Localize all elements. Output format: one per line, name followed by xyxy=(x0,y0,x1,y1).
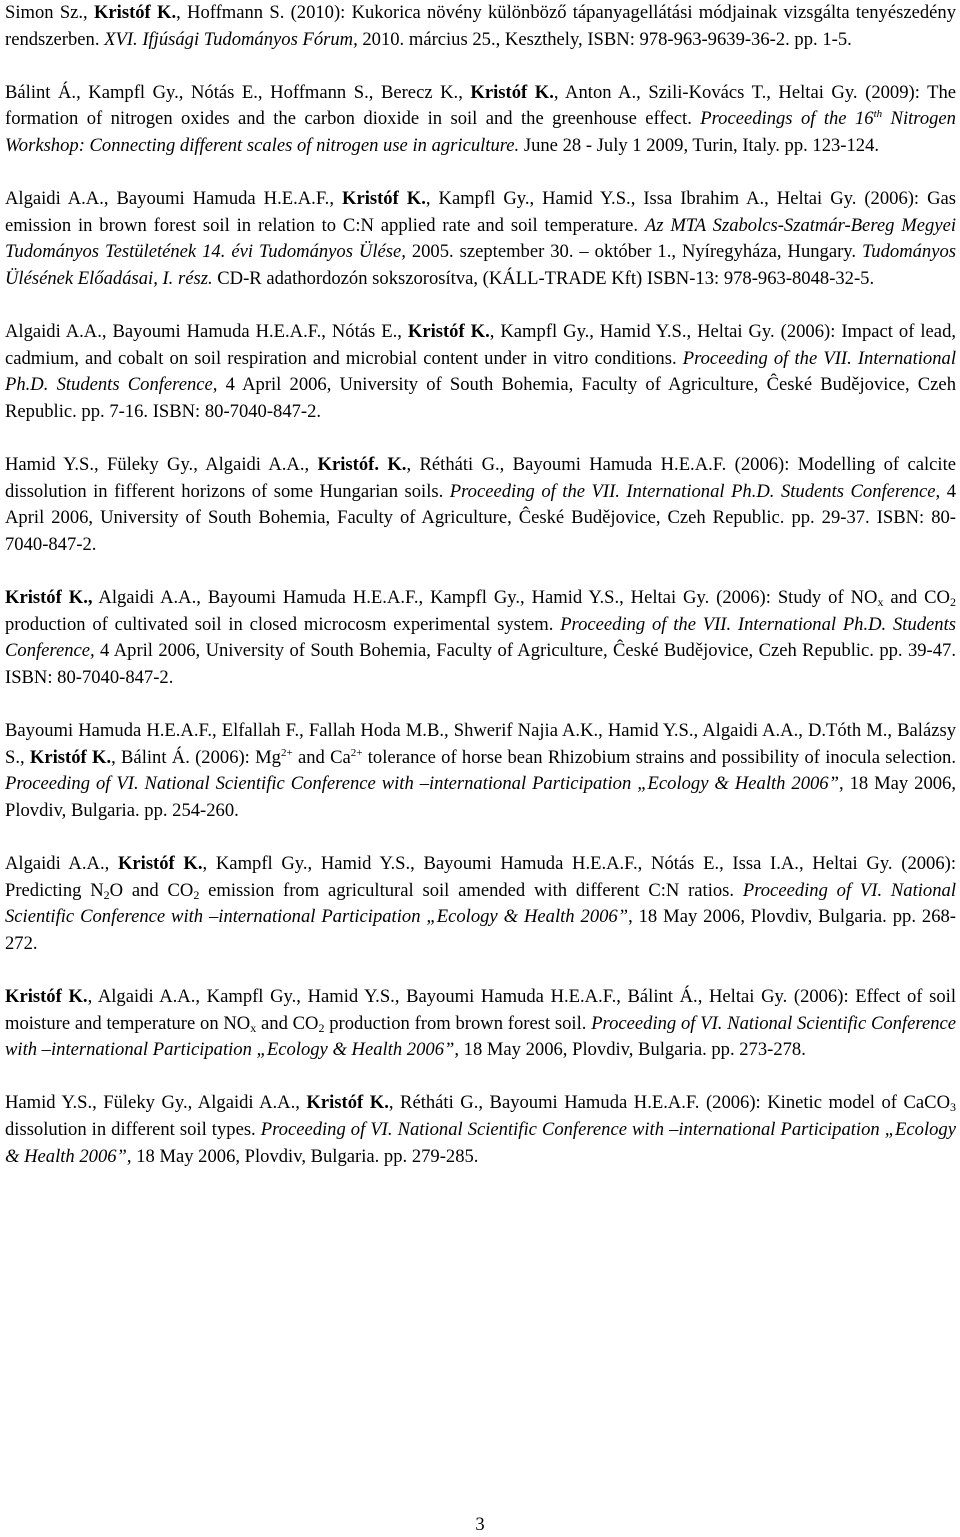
paragraph-gap xyxy=(5,1064,956,1091)
reference-list xyxy=(5,0,956,1170)
reference-entry xyxy=(5,80,956,160)
publication-title: XVI. Ifjúsági Tudományos Fórum, xyxy=(104,28,358,50)
reference-entry xyxy=(5,984,956,1064)
publication-title: Proceeding of the VII. International Ph.D. Students Conference, xyxy=(5,347,956,396)
reference-text: , Hoffmann S. (2010): Kukorica növény különböző tápanyagellátási módjainak vizsgálta tenyészedény rendszerben. xyxy=(5,2,956,50)
reference-text: Simon Sz., xyxy=(5,2,94,23)
subscript: 2 xyxy=(103,887,110,902)
publication-title: Nitrogen Workshop: Connecting different scales of nitrogen use in agriculture. xyxy=(5,108,956,156)
reference-text: , Kampfl Gy., Hamid Y.S., Heltai Gy. (2006): Impact of lead, cadmium, and cobalt on soil respiration and microbial content under in vitro conditions. xyxy=(5,321,957,369)
reference-text: Algaidi A.A., xyxy=(5,853,118,874)
reference-entry xyxy=(5,452,956,558)
reference-text: , Algaidi A.A., Kampfl Gy., Hamid Y.S., Bayoumi Hamuda H.E.A.F., Bálint Á., Heltai Gy. (2006): Effect of soil moisture and temperature on NO xyxy=(5,985,956,1034)
reference-text: production from brown forest soil. xyxy=(324,1012,592,1034)
reference-entry xyxy=(5,585,956,691)
publication-title: Proceeding of the VII. International Ph.D. Students Conference, xyxy=(5,613,956,662)
document-page xyxy=(5,0,956,1170)
superscript: 2+ xyxy=(350,746,363,759)
paragraph-gap xyxy=(5,293,956,320)
reference-text: Algaidi A.A., Bayoumi Hamuda H.E.A.F., xyxy=(5,188,342,210)
reference-text: 2010. március 25., Keszthely, ISBN: 978-963-9639-36-2. pp. 1-5. xyxy=(357,28,852,50)
paragraph-gap xyxy=(5,824,956,851)
reference-text: tolerance of horse bean Rhizobium strains and possibility of inocula selection. xyxy=(362,746,956,768)
paragraph-gap xyxy=(5,426,956,453)
author-highlight: Kristóf K. xyxy=(306,1092,389,1114)
reference-text: O and CO xyxy=(109,879,194,901)
author-highlight: Kristóf K. xyxy=(407,321,490,343)
publication-title: Az MTA Szabolcs-Szatmár-Bereg Megyei Tudományos Testületének 14. évi Tudományos Ülése, xyxy=(5,214,956,263)
subscript: 2 xyxy=(949,595,956,610)
subscript: 2 xyxy=(193,887,200,902)
subscript: 2 xyxy=(318,1020,325,1035)
publication-title: Proceeding of the VII. International Ph.D. Students Conference, xyxy=(449,480,941,502)
author-highlight: Kristóf K. xyxy=(470,81,554,103)
page-number: 3 xyxy=(475,1514,485,1535)
reference-text: June 28 - July 1 2009, Turin, Italy. pp. 123-124. xyxy=(519,134,880,156)
reference-text: CD-R adathordozón sokszorosítva, (KÁLL-TRADE Kft) ISBN-13: 978-963-8048-32-5. xyxy=(212,267,875,289)
reference-text: Hamid Y.S., Füleky Gy., Algaidi A.A., xyxy=(5,1092,307,1114)
reference-entry xyxy=(5,1090,956,1170)
reference-text: , 18 May 2006, Plovdiv, Bulgaria. pp. 279-285. xyxy=(126,1145,479,1167)
reference-text: Bayoumi Hamuda H.E.A.F., Elfallah F., Fallah Hoda M.B., Shwerif Najia A.K., Hamid Y.S., Algaidi A.A., D.Tóth M., Balázsy S., xyxy=(5,720,956,768)
reference-text: Algaidi A.A., Bayoumi Hamuda H.E.A.F., Nótás E., xyxy=(5,321,408,343)
author-highlight: Kristóf K. xyxy=(341,188,426,210)
paragraph-gap xyxy=(5,160,956,187)
reference-entry xyxy=(5,851,956,957)
reference-text: , Bálint Á. (2006): Mg xyxy=(111,746,281,768)
reference-text: dissolution in different soil types. xyxy=(5,1118,261,1140)
author-highlight: Kristóf K. xyxy=(93,2,177,23)
reference-text: and Ca xyxy=(292,746,351,768)
author-highlight: Kristóf. K. xyxy=(317,454,407,476)
reference-text: Bálint Á., Kampfl Gy., Nótás E., Hoffmann S., Berecz K., xyxy=(5,81,471,103)
reference-text: 2005. szeptember 30. – október 1., Nyíregyháza, Hungary. xyxy=(405,241,862,263)
author-highlight: Kristóf K., xyxy=(5,587,93,609)
author-highlight: Kristóf K. xyxy=(5,985,88,1007)
paragraph-gap xyxy=(5,558,956,585)
publication-title: Proceeding of VI. National Scientific Conference with –international Participation „Ecology & Health 2006” xyxy=(5,879,956,928)
reference-text: , Anton A., Szili-Kovács T., Heltai Gy. (2009): The formation of nitrogen oxides and the carbon dioxide in soil and the greenhouse effect. xyxy=(5,81,956,130)
reference-text: , Rétháti G., Bayoumi Hamuda H.E.A.F. (2006): Modelling of calcite dissolution in fifferent horizons of some Hungarian soils. xyxy=(5,454,957,502)
publication-title: Proceedings of the 16 xyxy=(700,108,874,130)
publication-title: Tudományos Ülésének Előadásai, I. rész. xyxy=(5,241,956,289)
reference-entry xyxy=(5,0,956,53)
reference-text: production of cultivated soil in closed microcosm experimental system. xyxy=(5,613,561,635)
reference-text: , 18 May 2006, Plovdiv, Bulgaria. pp. 254-260. xyxy=(5,773,956,821)
reference-text: , Kampfl Gy., Hamid Y.S., Issa Ibrahim A., Heltai Gy. (2006): Gas emission in brown forest soil in relation to C:N applied rate and soil temperature. xyxy=(5,188,957,236)
publication-title: Proceeding of VI. National Scientific Conference with –international Participation „Ecology & Health 2006” xyxy=(5,773,839,795)
author-highlight: Kristóf K. xyxy=(117,853,203,874)
reference-text: emission from agricultural soil amended with different C:N ratios. xyxy=(199,879,743,901)
reference-text: 4 April 2006, University of South Bohemia, Faculty of Agriculture, Ĉeské Budějovice, Czeh Republic. pp. 29-37. ISBN: 80-7040-847-2. xyxy=(5,480,956,555)
subscript: x xyxy=(250,1020,257,1035)
reference-text: Algaidi A.A., Bayoumi Hamuda H.E.A.F., Kampfl Gy., Hamid Y.S., Heltai Gy. (2006): Study of NO xyxy=(92,587,878,609)
reference-entry xyxy=(5,186,956,292)
reference-text: , 18 May 2006, Plovdiv, Bulgaria. pp. 268-272. xyxy=(5,906,957,954)
publication-title: Proceeding of VI. National Scientific Conference with –international Participation „Ecology & Health 2006” xyxy=(5,1012,957,1061)
reference-text: , 18 May 2006, Plovdiv, Bulgaria. pp. 273-278. xyxy=(454,1039,806,1061)
superscript: th xyxy=(873,108,883,121)
author-highlight: Kristóf K. xyxy=(29,746,112,768)
paragraph-gap xyxy=(5,53,956,80)
reference-entry xyxy=(5,718,956,824)
paragraph-gap xyxy=(5,957,956,984)
reference-entry xyxy=(5,319,956,425)
reference-text: 4 April 2006, University of South Bohemia, Faculty of Agriculture, Ĉeské Budějovice, Czeh Republic. pp. 7-16. ISBN: 80-7040-847-2. xyxy=(5,374,956,422)
publication-title: Proceeding of VI. National Scientific Conference with –international Participation „Ecology & Health 2006” xyxy=(5,1118,956,1167)
superscript: 2+ xyxy=(280,746,293,759)
reference-text: Hamid Y.S., Füleky Gy., Algaidi A.A., xyxy=(5,454,318,476)
paragraph-gap xyxy=(5,691,956,718)
reference-text: and CO xyxy=(883,587,950,609)
reference-text: and CO xyxy=(256,1012,319,1034)
reference-text: , Rétháti G., Bayoumi Hamuda H.E.A.F. (2006): Kinetic model of CaCO xyxy=(388,1092,951,1114)
reference-text: 4 April 2006, University of South Bohemia, Faculty of Agriculture, Ĉeské Budějovice, Czeh Republic. pp. 39-47. ISBN: 80-7040-847-2. xyxy=(5,640,956,688)
reference-text: , Kampfl Gy., Hamid Y.S., Bayoumi Hamuda H.E.A.F., Nótás E., Issa I.A., Heltai Gy. (2006): Predicting N xyxy=(5,853,957,901)
subscript: x xyxy=(877,595,884,610)
subscript: 3 xyxy=(950,1100,957,1115)
